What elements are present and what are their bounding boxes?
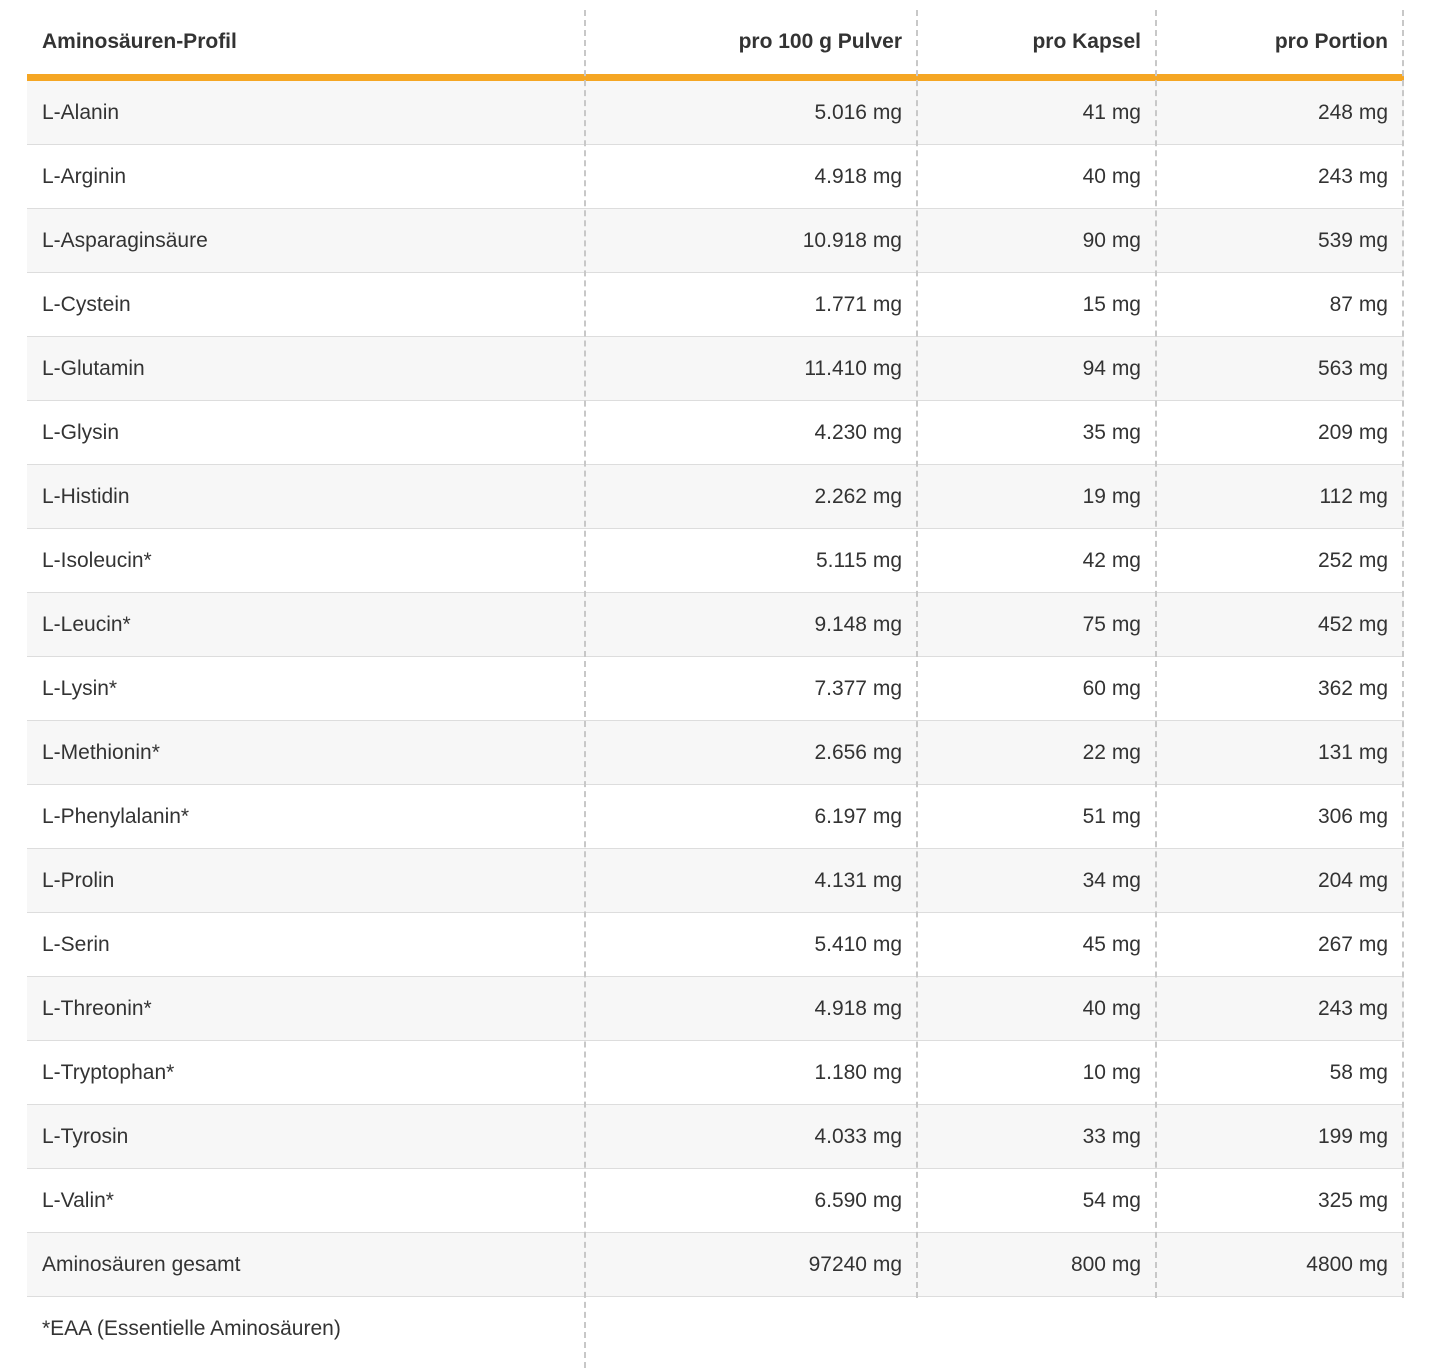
column-divider <box>1402 10 1404 1298</box>
amino-acid-name: L-Glysin <box>42 420 120 444</box>
per-portion-value: 204 mg <box>1317 868 1388 892</box>
table-row <box>27 273 1404 337</box>
header-per-portion: pro Portion <box>1274 30 1388 53</box>
column-divider <box>584 10 586 1368</box>
amino-acid-name: L-Serin <box>42 932 110 956</box>
amino-acid-name: L-Leucin* <box>42 612 131 636</box>
table-row <box>27 81 1404 145</box>
per-capsule-value: 75 mg <box>1082 612 1141 636</box>
per-100g-value: 11.410 mg <box>804 356 902 380</box>
table-row <box>27 529 1404 593</box>
per-capsule-value: 15 mg <box>1082 292 1141 316</box>
amino-acid-name: L-Phenylalanin* <box>42 804 190 828</box>
header-accent-bar <box>27 74 1404 81</box>
amino-acid-name: L-Cystein <box>42 292 131 316</box>
amino-acid-table <box>27 10 1404 1361</box>
table-row <box>27 209 1404 273</box>
per-portion-value: 539 mg <box>1317 228 1388 252</box>
table-row <box>27 1041 1404 1105</box>
per-100g-value: 2.262 mg <box>814 484 902 508</box>
per-capsule-value: 22 mg <box>1082 740 1141 764</box>
per-100g-value: 10.918 mg <box>802 228 902 252</box>
amino-acid-name: L-Methionin* <box>42 740 160 764</box>
amino-acid-name: L-Glutamin <box>42 356 145 380</box>
amino-acid-name: L-Threonin* <box>42 996 152 1020</box>
per-portion-value: 452 mg <box>1317 612 1388 636</box>
per-capsule-value: 41 mg <box>1082 100 1141 124</box>
table-body <box>27 81 1404 1297</box>
per-100g-value: 1.180 mg <box>814 1060 902 1084</box>
per-capsule-value: 60 mg <box>1082 676 1141 700</box>
per-100g-value: 5.410 mg <box>814 932 902 956</box>
amino-acid-name: Aminosäuren gesamt <box>42 1252 241 1276</box>
table-header <box>27 10 1404 74</box>
per-capsule-value: 90 mg <box>1082 228 1141 252</box>
per-capsule-value: 42 mg <box>1082 548 1141 572</box>
table-row <box>27 721 1404 785</box>
per-portion-value: 4800 mg <box>1306 1252 1388 1276</box>
per-portion-value: 243 mg <box>1317 164 1388 188</box>
per-portion-value: 243 mg <box>1317 996 1388 1020</box>
per-portion-value: 58 mg <box>1329 1060 1388 1084</box>
per-portion-value: 87 mg <box>1329 292 1388 316</box>
amino-acid-name: L-Arginin <box>42 164 127 188</box>
per-capsule-value: 35 mg <box>1082 420 1141 444</box>
per-100g-value: 4.131 mg <box>814 868 902 892</box>
amino-acid-name: L-Prolin <box>42 868 115 892</box>
per-capsule-value: 800 mg <box>1070 1252 1141 1276</box>
per-portion-value: 131 mg <box>1317 740 1388 764</box>
per-portion-value: 325 mg <box>1317 1188 1388 1212</box>
per-portion-value: 252 mg <box>1317 548 1388 572</box>
amino-acid-name: L-Histidin <box>42 484 130 508</box>
per-100g-value: 2.656 mg <box>814 740 902 764</box>
per-capsule-value: 40 mg <box>1082 164 1141 188</box>
amino-acid-name: L-Alanin <box>42 100 120 124</box>
per-capsule-value: 34 mg <box>1082 868 1141 892</box>
per-capsule-value: 33 mg <box>1082 1124 1141 1148</box>
per-capsule-value: 51 mg <box>1082 804 1141 828</box>
per-100g-value: 5.115 mg <box>816 548 902 572</box>
per-100g-value: 6.197 mg <box>814 804 902 828</box>
per-100g-value: 9.148 mg <box>814 612 902 636</box>
per-portion-value: 362 mg <box>1317 676 1388 700</box>
table-row <box>27 849 1404 913</box>
table-row <box>27 337 1404 401</box>
per-portion-value: 306 mg <box>1317 804 1388 828</box>
footnote-row <box>27 1297 1404 1361</box>
footnote: *EAA (Essentielle Aminosäuren) <box>42 1317 341 1340</box>
per-portion-value: 563 mg <box>1317 356 1388 380</box>
per-100g-value: 7.377 mg <box>814 676 902 700</box>
per-capsule-value: 54 mg <box>1082 1188 1141 1212</box>
amino-acid-name: L-Tryptophan* <box>42 1060 175 1084</box>
table-row <box>27 657 1404 721</box>
per-capsule-value: 94 mg <box>1082 356 1141 380</box>
per-100g-value: 4.918 mg <box>814 996 902 1020</box>
per-100g-value: 6.590 mg <box>814 1188 902 1212</box>
table-row <box>27 1105 1404 1169</box>
per-portion-value: 248 mg <box>1317 100 1388 124</box>
table-row <box>27 785 1404 849</box>
per-capsule-value: 40 mg <box>1082 996 1141 1020</box>
column-divider <box>916 10 918 1298</box>
per-100g-value: 4.033 mg <box>814 1124 902 1148</box>
amino-acid-name: L-Valin* <box>42 1188 114 1212</box>
table-row <box>27 401 1404 465</box>
per-capsule-value: 19 mg <box>1082 484 1141 508</box>
per-capsule-value: 10 mg <box>1082 1060 1141 1084</box>
per-100g-value: 5.016 mg <box>814 100 902 124</box>
amino-acid-name: L-Asparaginsäure <box>42 228 208 252</box>
per-100g-value: 4.230 mg <box>814 420 902 444</box>
per-100g-value: 1.771 mg <box>814 292 902 316</box>
table-row <box>27 1169 1404 1233</box>
table-row <box>27 145 1404 209</box>
amino-acid-name: L-Tyrosin <box>42 1124 129 1148</box>
table-row <box>27 593 1404 657</box>
column-divider <box>1155 10 1157 1298</box>
per-portion-value: 199 mg <box>1317 1124 1388 1148</box>
table-row <box>27 1233 1404 1297</box>
per-portion-value: 209 mg <box>1317 420 1388 444</box>
amino-acid-name: L-Isoleucin* <box>42 548 152 572</box>
header-per-capsule: pro Kapsel <box>1032 30 1141 53</box>
header-per-100g-powder: pro 100 g Pulver <box>738 30 902 53</box>
amino-acid-name: L-Lysin* <box>42 676 118 700</box>
per-portion-value: 267 mg <box>1317 932 1388 956</box>
per-100g-value: 97240 mg <box>808 1252 902 1276</box>
table-row <box>27 913 1404 977</box>
per-capsule-value: 45 mg <box>1082 932 1141 956</box>
per-100g-value: 4.918 mg <box>814 164 902 188</box>
table-row <box>27 977 1404 1041</box>
per-portion-value: 112 mg <box>1319 484 1388 508</box>
table-row <box>27 465 1404 529</box>
header-amino-acid-profile: Aminosäuren-Profil <box>42 30 237 53</box>
